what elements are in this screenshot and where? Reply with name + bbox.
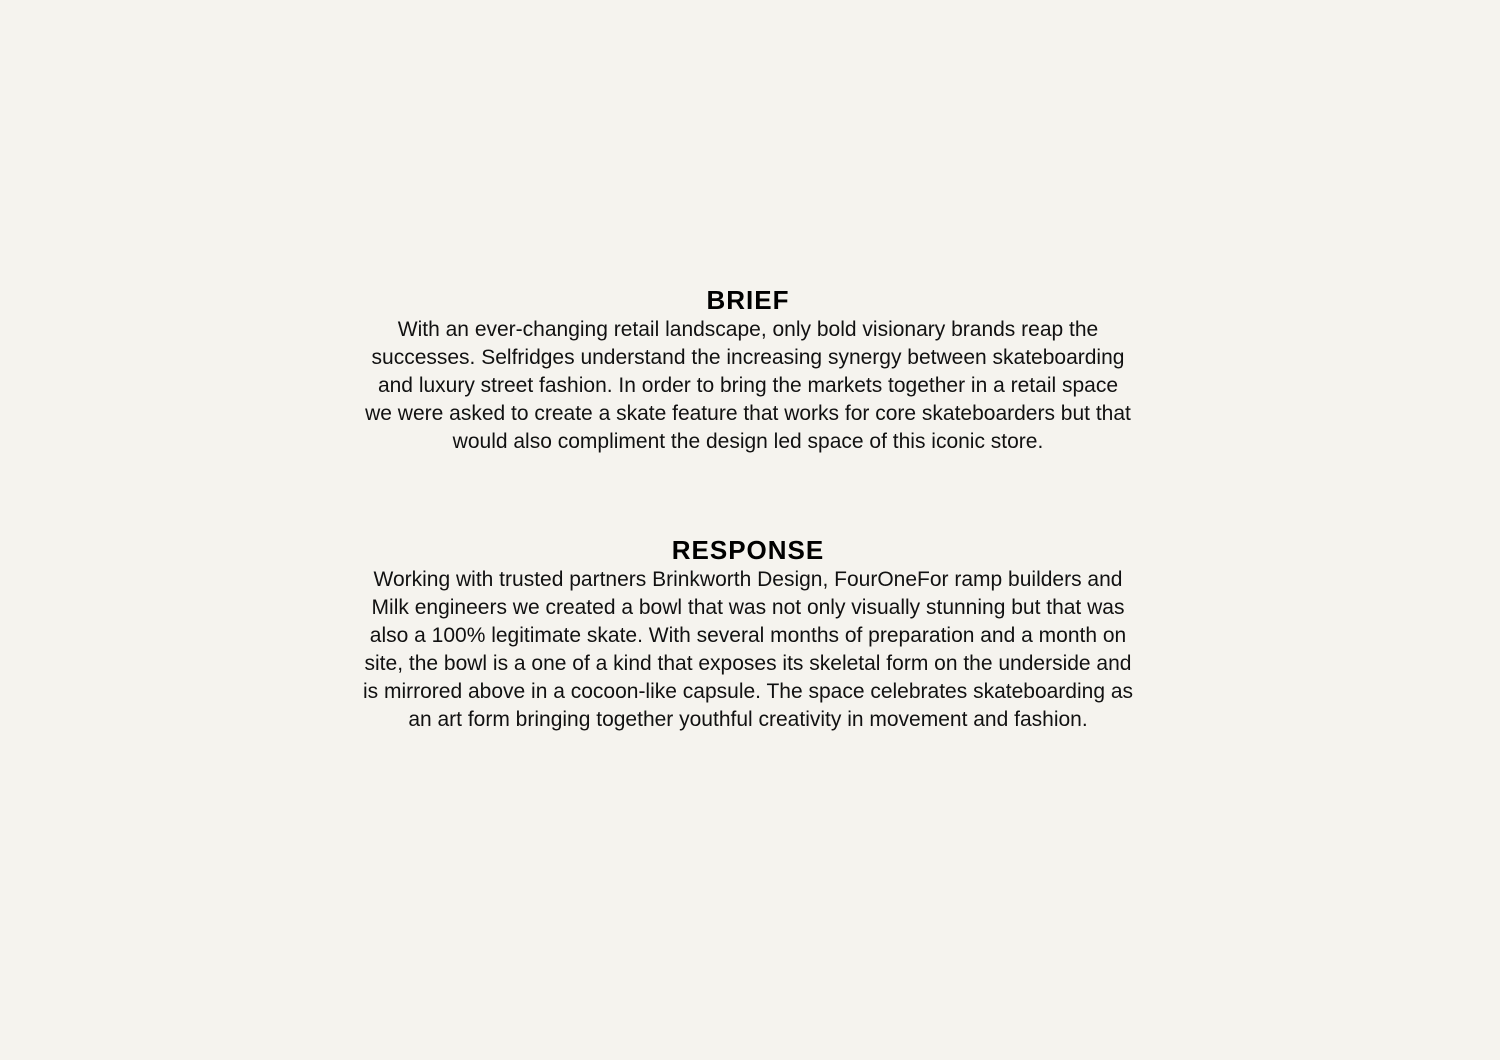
brief-line: and luxury street fashion. In order to bring the markets together in a retail space — [377, 374, 1119, 397]
brief-line: we were asked to create a skate feature that works for core skateboarders but that — [365, 402, 1131, 425]
brief-line: would also compliment the design led space of this iconic store. — [452, 430, 1044, 453]
brief-heading: BRIEF — [706, 285, 790, 315]
response-paragraph — [320, 566, 1176, 734]
brief-paragraph — [320, 316, 1176, 456]
response-line: Working with trusted partners Brinkworth Design, FourOneFor ramp builders and — [373, 568, 1123, 591]
response-line: also a 100% legitimate skate. With several months of preparation and a month on — [369, 624, 1127, 647]
response-line: site, the bowl is a one of a kind that exposes its skeletal form on the underside and — [364, 652, 1132, 675]
response-line: is mirrored above in a cocoon-like capsule. The space celebrates skateboarding as — [362, 680, 1134, 703]
brief-line: successes. Selfridges understand the increasing synergy between skateboarding — [371, 346, 1125, 369]
response-section — [320, 534, 1176, 734]
response-heading: RESPONSE — [671, 535, 825, 565]
response-line: Milk engineers we created a bowl that was not only visually stunning but that was — [371, 596, 1125, 619]
response-line: an art form bringing together youthful creativity in movement and fashion. — [408, 708, 1088, 731]
brief-line: With an ever-changing retail landscape, only bold visionary brands reap the — [397, 318, 1099, 341]
brief-section — [320, 284, 1176, 456]
